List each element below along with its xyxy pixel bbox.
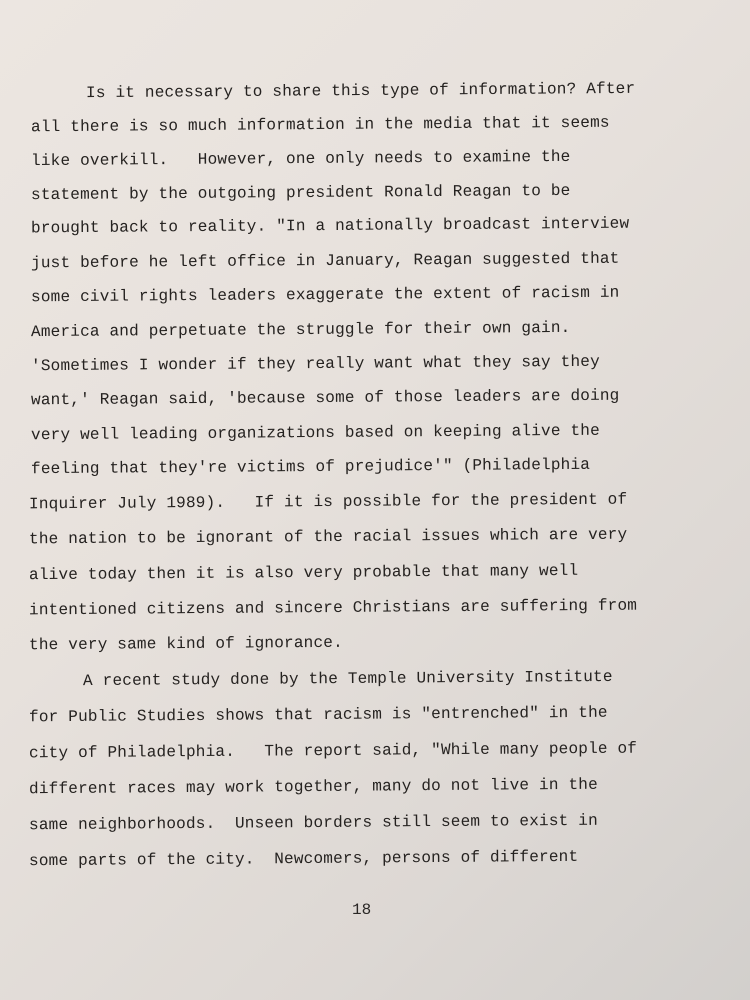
text-line: some parts of the city. Newcomers, persons of different: [28, 847, 579, 871]
text-line: statement by the outgoing president Ronald Reagan to be: [30, 181, 571, 205]
text-line: very well leading organizations based on keeping alive the: [30, 421, 600, 445]
text-line: some civil rights leaders exaggerate the extent of racism in: [30, 283, 620, 307]
text-line: just before he left office in January, Reagan suggested that: [30, 249, 620, 273]
text-line: the very same kind of ignorance.: [28, 633, 343, 655]
text-line: intentioned citizens and sincere Christians are suffering from: [28, 596, 638, 620]
text-line: alive today then it is also very probable that many well: [28, 561, 579, 585]
text-line: 'Sometimes I wonder if they really want what they say they: [30, 352, 600, 376]
text-line: Is it necessary to share this type of information? After: [85, 79, 636, 103]
text-line: want,' Reagan said, 'because some of those leaders are doing: [30, 386, 620, 410]
text-line: for Public Studies shows that racism is "entrenched" in the: [28, 703, 608, 727]
text-line: same neighborhoods. Unseen borders still seem to exist in: [28, 811, 598, 835]
text-line: America and perpetuate the struggle for their own gain.: [30, 318, 571, 342]
text-line: the nation to be ignorant of the racial issues which are very: [28, 525, 628, 549]
text-line: Inquirer July 1989). If it is possible for the president of: [28, 490, 628, 514]
text-line: brought back to reality. "In a nationally broadcast interview: [30, 214, 630, 238]
text-line: different races may work together, many do not live in the: [28, 775, 598, 799]
text-line: A recent study done by the Temple University Institute: [82, 667, 613, 691]
page-number: 18: [352, 901, 372, 919]
text-line: like overkill. However, one only needs to examine the: [30, 147, 571, 171]
text-line: city of Philadelphia. The report said, "While many people of: [28, 739, 638, 763]
text-line: feeling that they're victims of prejudice'" (Philadelphia: [30, 455, 591, 479]
text-line: all there is so much information in the media that it seems: [30, 113, 610, 137]
